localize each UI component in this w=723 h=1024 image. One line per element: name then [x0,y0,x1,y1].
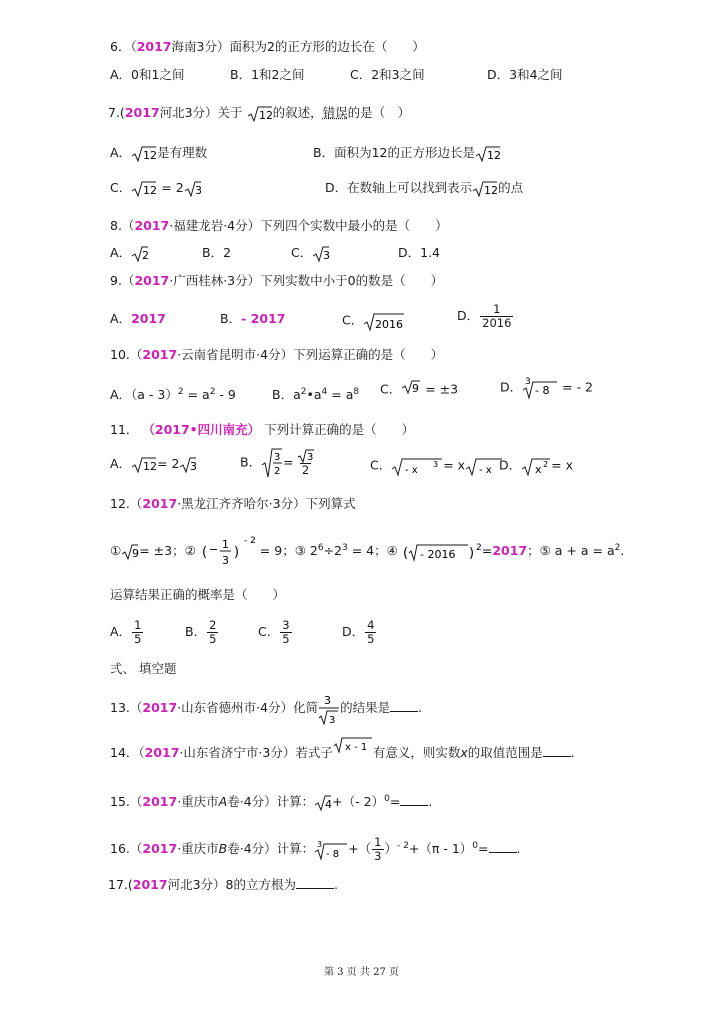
svg-text:): ) [233,544,239,560]
variant: A [218,794,228,810]
exponent: 3 [342,543,348,553]
source-year: 2017 [142,700,178,715]
svg-text:2: 2 [475,542,482,553]
numerator: 1 [374,835,382,850]
svg-text:3: 3 [525,377,531,387]
expression: +（ [348,841,372,857]
source: ·重庆市 [177,841,219,857]
section-heading: 弍、 填空题 [110,661,177,676]
punctuation: . [516,841,521,857]
question-number: 10.（ [110,347,143,362]
punctuation: . [570,745,575,760]
svg-text:1: 1 [221,537,229,551]
question-number: 7.( [108,105,125,120]
option-text: = 2 [157,456,180,471]
option-a: A．0和1之间 [110,67,185,82]
question-number: 15.（ [110,794,143,810]
option-text: = ±3 [425,381,459,397]
answer-blank[interactable] [390,699,418,712]
equals: = [283,454,294,470]
svg-text:3: 3 [324,693,332,707]
sqrt-neg-x [465,455,503,477]
sqrt-12 [131,456,157,474]
sqrt-x-squared [521,455,551,477]
option-label: A． [110,311,132,326]
source-year: 2017 [134,273,170,288]
option-d: D．1.4 [398,245,441,260]
svg-text:3: 3 [306,452,313,463]
sqrt-4 [314,794,332,812]
numerator: 1 [493,302,501,316]
question-9 [110,272,443,290]
sqrt-3 [312,245,330,263]
sqrt-12 [247,105,273,123]
svg-text:x - 1: x - 1 [344,742,368,753]
svg-text:- 2016: - 2016 [419,547,456,561]
item-text: ÷2 [323,543,343,559]
fraction [132,619,143,646]
answer-blank[interactable] [489,840,517,853]
option-c [258,616,293,648]
option-b [240,447,318,479]
answer-blank[interactable] [543,744,571,757]
option-d [342,616,377,648]
source-year: 2017 [136,39,172,54]
punctuation: . [333,877,338,892]
question-number: 12.（ [110,496,143,511]
question-number: 6． [110,39,131,54]
question-stem: ·云南省昆明市·4分）下列运算正确的是（ ） [177,347,444,362]
option-a [110,310,166,328]
numerator: 2 [209,618,217,632]
question-16 [110,830,520,862]
sqrt-x-minus-1 [333,736,373,766]
fraction [365,619,376,646]
option-text: B．面积为12的正方形边长是 [313,145,475,160]
option-c [342,310,405,332]
expression: +（π - 1） [408,841,473,857]
question-stem: 卷·4分）计算： [227,794,315,810]
question-number: 16.（ [110,841,143,857]
question-7 [108,104,410,123]
sqrt-frac [261,447,283,479]
option-label: C． [380,381,402,397]
question-stem: 河北3分）8的立方根为 [167,877,296,892]
svg-text:): ) [468,545,474,561]
svg-text:(: ( [402,545,408,561]
svg-text:12: 12 [143,148,158,162]
option-c [380,380,458,400]
question-14 [110,736,575,770]
option-a [110,383,236,404]
option-label: A． [110,624,132,639]
option-label: B． [185,624,207,639]
answer-blank[interactable] [296,876,334,889]
option-value: - 2017 [241,311,286,326]
fraction [480,303,513,330]
svg-text:3: 3 [323,248,331,262]
option-b [185,616,219,648]
svg-text:3: 3 [194,183,202,197]
option-text: 的点 [498,180,524,195]
source: 河北3分）关于 [159,105,243,120]
equals: = [478,841,489,857]
option-label: C． [370,457,392,473]
item-text: = 9；③ 2 [259,543,318,559]
fraction [207,619,218,646]
question-stem: ·福建龙岩·4分）下列四个实数中最小的是（ ） [169,218,448,233]
option-label: A． [110,245,132,260]
question-11 [110,421,414,439]
source-year: 2017 [142,841,178,857]
option-d [457,303,514,330]
question-6: 6．（2017海南3分）面积为2的正方形的边长在（ ） [110,39,425,54]
option-a [110,244,149,263]
option-a [110,144,207,163]
sqrt-12 [472,180,498,198]
source-year: 2017 [124,105,160,120]
item-text: . [620,543,625,559]
equals: = [389,794,401,810]
fraction-3-over-sqrt3 [318,692,340,726]
item-text: = 4；④ [351,543,398,559]
numerator: 4 [367,618,375,632]
option-text: = a [331,387,354,403]
denominator: 2 [301,463,310,477]
exponent: 0 [384,794,390,804]
svg-text:(: ( [201,544,207,560]
svg-text:3: 3 [329,714,336,726]
svg-text:4: 4 [325,797,333,811]
source: （2017•四川南充） [142,422,261,437]
question-8 [110,217,448,235]
option-c [291,244,330,263]
highlight-value: 2017 [492,543,528,559]
question-stem: ·山东省济宁市·3分）若式子 [179,745,333,760]
question-stem: 的结果是 [340,700,391,715]
sqrt-9 [401,380,421,400]
question-number: 9.（ [110,273,135,288]
numerator: 1 [134,618,142,632]
question-number: 8.（ [110,218,135,233]
option-text: B．a [272,387,301,403]
option-text: = x [551,457,573,473]
svg-text:2016: 2016 [375,318,404,331]
source-year: 2017 [134,218,170,233]
source-year: 2017 [144,745,180,760]
option-text: 是有理数 [157,145,208,160]
denominator: 5 [367,632,375,646]
svg-text:3: 3 [190,459,198,473]
svg-text:x: x [535,463,542,476]
page-footer: 第 3 页 共 27 页 [324,967,399,978]
svg-text:- x: - x [479,465,492,476]
svg-text:12: 12 [258,108,273,122]
question-number: 11． [110,422,139,437]
option-label: D． [500,379,523,395]
option-c [110,179,202,198]
option-d [500,376,593,400]
question-number: 13.（ [110,700,143,715]
option-label: D． [342,624,365,639]
fraction [295,449,317,477]
fraction [372,836,383,863]
option-b [220,310,285,328]
svg-text:- 8: - 8 [326,848,340,860]
option-text: •a [306,387,322,403]
denominator: 5 [282,632,290,646]
equals: = [161,180,172,195]
svg-text:3: 3 [221,553,229,567]
exponent: 6 [317,543,324,553]
question-stem: ·广西桂林·3分）下列实数中小于0的数是（ ） [169,273,444,288]
sqrt-3 [179,456,197,474]
question-stem: ·山东省德州市·4分）化简 [177,700,319,715]
option-text: - 9 [219,387,236,403]
exponent: 2 [209,387,216,397]
option-label: C． [342,312,364,328]
question-stem: 下列计算正确的是（ ） [264,422,415,437]
question-stem: 卷·4分）计算： [227,841,315,857]
question-12 [110,495,356,513]
exponent: 0 [472,841,479,851]
option-label: A． [110,145,132,160]
svg-text:2: 2 [274,466,281,477]
svg-text:- x: - x [405,465,418,476]
source-year: 2017 [142,794,178,810]
svg-text:12: 12 [143,459,158,473]
denominator: 2016 [482,316,512,330]
variable: x [460,745,468,760]
stem-text: 的叙述， [272,105,323,120]
option-label: B． [240,454,262,470]
option-label: D． [499,457,522,473]
item-text: = ±3；② [139,543,196,559]
option-label: C． [258,624,280,639]
question-13 [110,690,422,726]
option-text: = - 2 [562,379,594,395]
svg-text:12: 12 [484,183,499,197]
exponent: 2 [614,543,621,553]
svg-text:2: 2 [142,248,150,262]
option-c: C．2和3之间 [350,67,425,82]
option-label: C． [110,180,132,195]
question-15 [110,790,432,812]
sqrt-12 [475,145,501,163]
question-12-stem: 运算结果正确的概率是（ ） [110,587,286,602]
exponent: 2 [300,387,307,397]
source-year: 2017 [142,496,178,511]
paren-fraction [200,534,260,570]
sqrt-2016 [363,310,405,332]
sqrt-9 [121,543,139,561]
option-b [313,144,501,163]
emphasis-text: 错误 [322,105,348,120]
option-text: = a [187,387,210,403]
question-10 [110,346,443,364]
fraction [280,619,291,646]
svg-text:- 2: - 2 [243,535,256,546]
question-number: 14．（ [110,745,145,760]
coefficient: 2 [175,180,184,195]
option-a [110,455,197,474]
question-stem: 有意义，则实数 [372,745,461,760]
sqrt-neg-x-cubed [391,455,443,477]
option-label: A． [110,456,132,471]
expressions-line [110,530,624,566]
option-d: D．3和4之间 [487,67,563,82]
option-text: D．在数轴上可以找到表示 [325,180,473,195]
denominator: 3 [374,849,382,864]
svg-text:- 8: - 8 [535,384,550,397]
item-text: ；⑤ a + a = a [527,543,615,559]
expression: +（- 2） [332,794,385,810]
cube-root-neg8 [314,839,348,861]
option-d [325,179,523,198]
svg-text:9: 9 [412,382,420,395]
option-label: D． [457,308,480,323]
svg-text:3: 3 [433,460,439,469]
numerator: 3 [282,618,290,632]
exponent: 8 [353,387,360,397]
exponent: 4 [321,387,328,397]
stem-end: 的是（ ） [347,105,411,120]
option-a [110,616,144,648]
svg-text:12: 12 [143,183,158,197]
cube-root-neg8 [522,376,558,400]
sqrt-3 [184,180,202,198]
sqrt-2 [131,245,149,263]
punctuation: . [418,700,423,715]
option-label: B． [220,311,242,326]
option-value: 2017 [131,311,166,326]
option-b: B．1和2之间 [230,67,305,82]
question-stem: 的取值范围是 [467,745,543,760]
paren-sqrt-neg2016 [402,541,482,563]
svg-text:3: 3 [274,452,281,463]
option-label: C． [291,245,313,260]
option-text: A．（a - 3） [110,387,178,403]
denominator: 5 [209,632,217,646]
variant: B [218,841,228,857]
question-stem: 面积为2的正方形的边长在（ ） [229,39,425,54]
sqrt-12 [131,180,157,198]
denominator: 5 [134,632,142,646]
svg-text:−: − [208,542,219,556]
svg-text:9: 9 [132,546,140,560]
svg-text:2: 2 [543,460,549,469]
item-marker: ① [110,543,122,559]
sqrt-12 [131,145,157,163]
question-number: 17.( [108,877,133,892]
exponent: - 2 [397,841,409,851]
numerator [295,449,317,463]
question-stem: ·黑龙江齐齐哈尔·3分）下列算式 [177,496,356,511]
source-year: 2017 [132,877,168,892]
equals: = [481,543,493,559]
source: 海南3分） [171,39,230,54]
option-b: B．2 [202,245,232,260]
option-b [272,383,359,404]
svg-text:12: 12 [486,148,501,162]
option-text: = x [443,457,466,473]
exponent: 2 [177,387,184,397]
source-year: 2017 [142,347,178,362]
sqrt-3 [297,449,315,463]
option-c [370,455,503,477]
answer-blank[interactable] [400,793,428,806]
question-17 [108,876,338,894]
source: ·重庆市 [177,794,219,810]
option-d [499,455,573,477]
punctuation: . [428,794,433,810]
svg-text:3: 3 [317,839,323,849]
expression: ） [384,841,398,857]
